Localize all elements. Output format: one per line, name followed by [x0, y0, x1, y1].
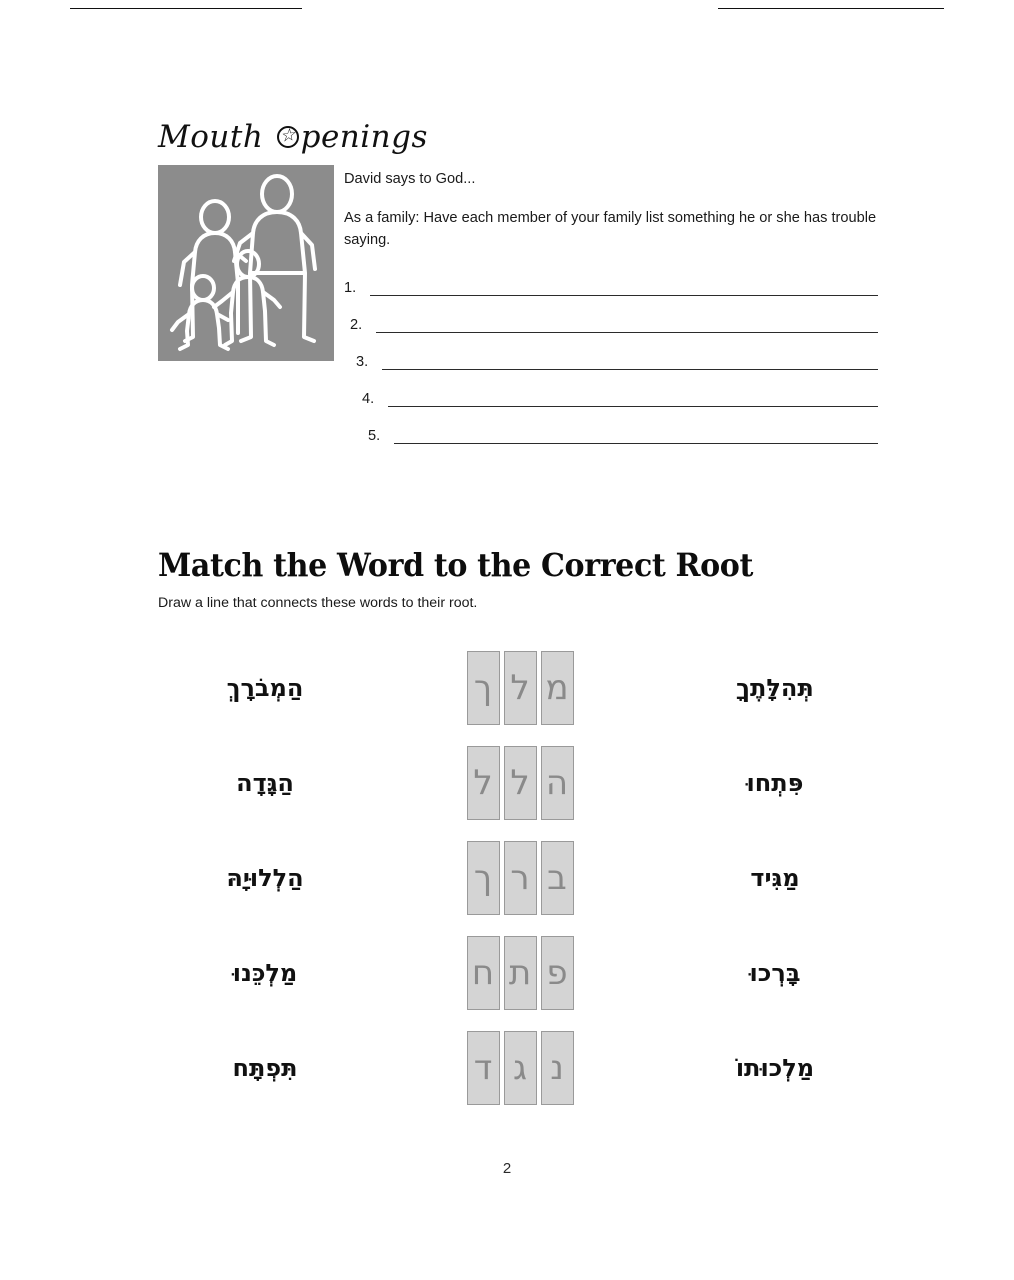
answer-line-item[interactable] [350, 317, 878, 333]
root-letter-tile[interactable]: פ [541, 936, 574, 1010]
lead-text: David says to God... [344, 171, 476, 187]
family-silhouette-illustration [158, 165, 334, 361]
line-number: 4. [362, 390, 375, 407]
line-number: 2. [350, 316, 363, 333]
left-word[interactable]: הַגָּדָה [236, 768, 294, 797]
root-letter-tile[interactable]: ר [504, 841, 537, 915]
root-letter-tile[interactable]: ת [504, 936, 537, 1010]
root-tiles[interactable] [440, 746, 600, 820]
root-letter-tile[interactable]: ה [541, 746, 574, 820]
write-in-rule[interactable] [382, 356, 878, 370]
right-word[interactable]: מַלְכוּתוֹ [735, 1053, 815, 1082]
answer-lines-list [344, 280, 878, 444]
match-section-title: Match the Word to the Correct Root [158, 546, 754, 584]
root-tiles[interactable] [440, 1031, 600, 1105]
line-number: 5. [368, 427, 381, 444]
left-word[interactable]: מַלְכֵּנוּ [232, 958, 298, 987]
left-word[interactable]: תִּפְתָּח [232, 1053, 298, 1082]
root-tiles[interactable] [440, 651, 600, 725]
trim-mark-left [70, 8, 302, 9]
match-row [150, 925, 890, 1020]
left-word[interactable]: הַמְבֹרָךְ [226, 673, 304, 702]
root-letter-tile[interactable]: ך [467, 841, 500, 915]
write-in-rule[interactable] [394, 430, 878, 444]
write-in-rule[interactable] [370, 282, 878, 296]
root-letter-tile[interactable]: ל [504, 746, 537, 820]
right-word[interactable]: בָּרְכוּ [749, 958, 801, 987]
root-letter-tile[interactable]: נ [541, 1031, 574, 1105]
match-section-instruction: Draw a line that connects these words to their root. [158, 595, 478, 612]
match-rows-container [150, 640, 890, 1115]
trim-mark-right [718, 8, 944, 9]
answer-line-item[interactable] [344, 280, 878, 296]
match-row [150, 1020, 890, 1115]
match-row [150, 640, 890, 735]
match-row [150, 735, 890, 830]
star-glyph: ☆ [278, 125, 298, 148]
write-in-rule[interactable] [388, 393, 878, 407]
instruction-text: As a family: Have each member of your family list something he or she has trouble saying. [344, 209, 877, 248]
mouth-openings-text [344, 165, 878, 444]
line-number: 3. [356, 353, 369, 370]
title-text-part3: penings [300, 119, 428, 155]
root-letter-tile[interactable]: ד [467, 1031, 500, 1105]
right-word[interactable]: מַגִּיד [750, 863, 800, 892]
answer-line-item[interactable] [368, 428, 878, 444]
title-text-part2: outh [190, 119, 274, 155]
root-letter-tile[interactable]: ל [467, 746, 500, 820]
root-letter-tile[interactable]: ל [504, 651, 537, 725]
right-word[interactable]: תְּהִלָּתֶךָ [736, 673, 814, 702]
mouth-openings-title [158, 119, 878, 155]
match-row [150, 830, 890, 925]
match-root-section [158, 548, 878, 611]
star-in-o-icon [277, 126, 299, 148]
root-tiles[interactable] [440, 841, 600, 915]
answer-line-item[interactable] [356, 354, 878, 370]
left-word[interactable]: הַלְלוּיָהּ [226, 863, 304, 892]
root-letter-tile[interactable]: ך [467, 651, 500, 725]
mouth-openings-body [158, 165, 878, 444]
root-letter-tile[interactable]: ג [504, 1031, 537, 1105]
line-number: 1. [344, 279, 357, 296]
root-tiles[interactable] [440, 936, 600, 1010]
write-in-rule[interactable] [376, 319, 878, 333]
mouth-openings-section [158, 119, 878, 465]
root-letter-tile[interactable]: ח [467, 936, 500, 1010]
answer-line-item[interactable] [362, 391, 878, 407]
root-letter-tile[interactable]: מ [541, 651, 574, 725]
title-text-part1: M [158, 119, 191, 155]
page-number: 2 [502, 1160, 512, 1177]
right-word[interactable]: פִּתְחוּ [746, 768, 804, 797]
root-letter-tile[interactable]: ב [541, 841, 574, 915]
